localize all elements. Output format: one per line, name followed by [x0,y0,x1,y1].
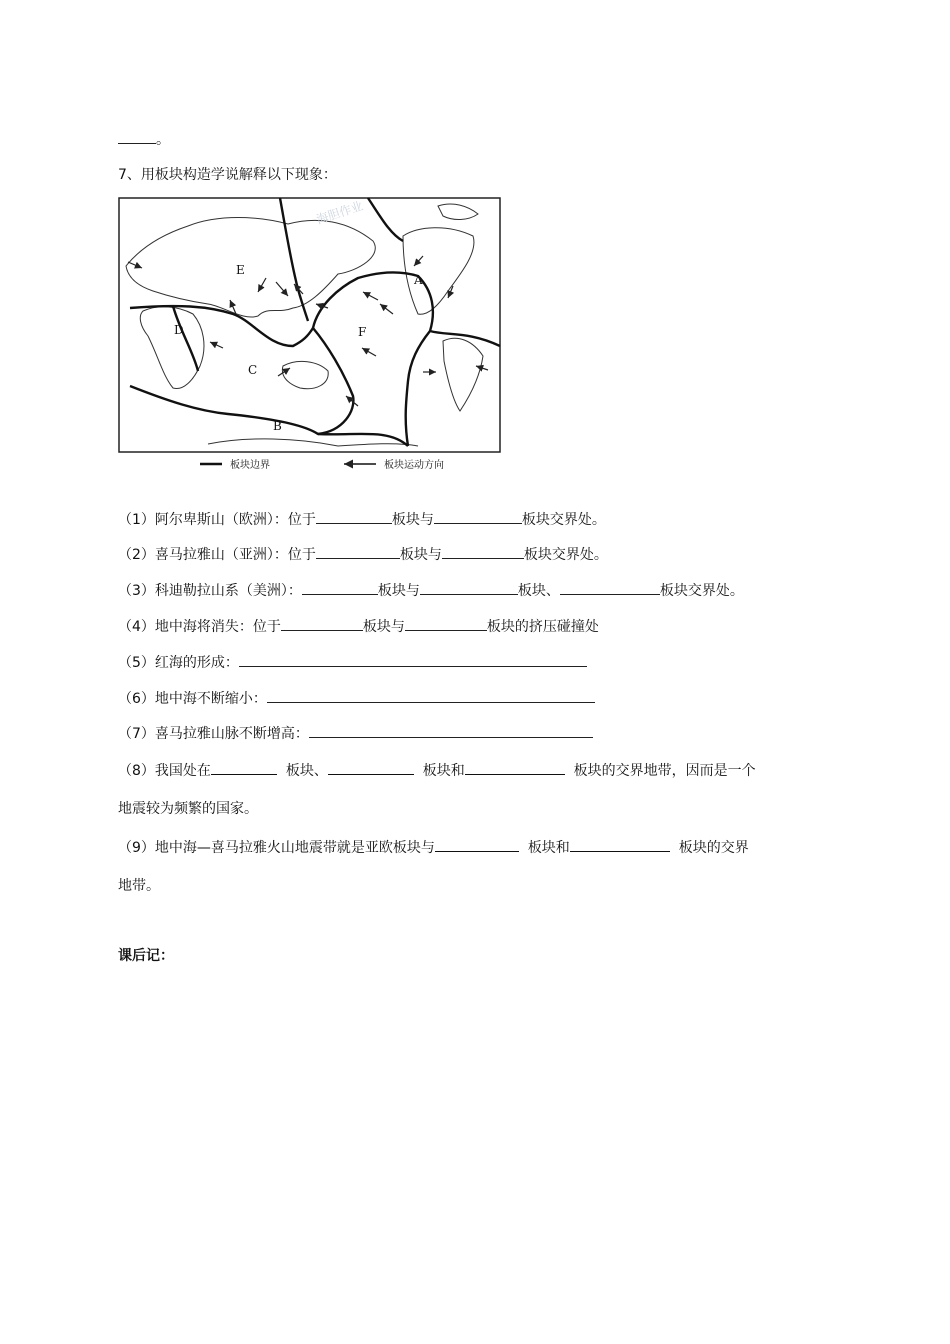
answer-blank[interactable] [570,836,670,852]
answer-blank[interactable] [316,508,392,524]
top-blank-line [118,128,170,150]
question-title: 7、用板块构造学说解释以下现象： [118,167,337,183]
answer-blank[interactable] [309,722,593,738]
watermark: 海胆作业 [314,198,365,227]
answer-blank[interactable] [435,836,519,852]
question-item-1: （1）阿尔卑斯山（欧洲）：位于 板块与 板块交界处。 [118,508,606,530]
answer-blank[interactable] [420,579,518,595]
answer-blank[interactable] [405,615,487,631]
plate-label-c: C [248,363,258,377]
after-class-heading: 课后记： [118,948,174,964]
question-item-8-cont: 地震较为频繁的国家。 [118,801,258,817]
answer-blank[interactable] [328,759,414,775]
question-item-8: （8）我国处在 板块、 板块和 板块的交界地带，因而是一个 [118,759,756,781]
answer-blank[interactable] [118,128,156,144]
answer-blank[interactable] [316,543,400,559]
question-item-2: （2）喜马拉雅山（亚洲）：位于 板块与 板块交界处。 [118,543,608,565]
plate-label-e: E [236,263,245,277]
plate-label-b: B [273,419,282,433]
answer-blank[interactable] [434,508,522,524]
answer-blank[interactable] [442,543,524,559]
question-item-7: （7）喜马拉雅山脉不断增高： [118,722,593,744]
answer-blank[interactable] [239,651,587,667]
question-item-9: （9）地中海—喜马拉雅火山地震带就是亚欧板块与 板块和 板块的交界 [118,836,749,858]
legend-boundary-label: 板块边界 [230,460,270,471]
answer-blank[interactable] [465,759,565,775]
question-item-6: （6）地中海不断缩小： [118,687,595,709]
answer-blank[interactable] [302,579,378,595]
question-item-5: （5）红海的形成： [118,651,587,673]
answer-blank[interactable] [211,759,277,775]
legend-direction-label: 板块运动方向 [384,460,444,471]
question-item-9-cont: 地带。 [118,878,160,894]
question-item-4: （4）地中海将消失：位于 板块与 板块的挤压碰撞处 [118,615,599,637]
plate-label-d: D [174,323,184,337]
answer-blank[interactable] [560,579,660,595]
plate-tectonics-map [118,196,503,476]
answer-blank[interactable] [281,615,363,631]
plate-label-f: F [358,325,367,339]
question-item-3: （3）科迪勒拉山系（美洲）： 板块与 板块、 板块交界处。 [118,579,744,601]
answer-blank[interactable] [267,687,595,703]
plate-label-a: A [414,273,423,287]
top-blank-tail: 。 [156,132,170,148]
